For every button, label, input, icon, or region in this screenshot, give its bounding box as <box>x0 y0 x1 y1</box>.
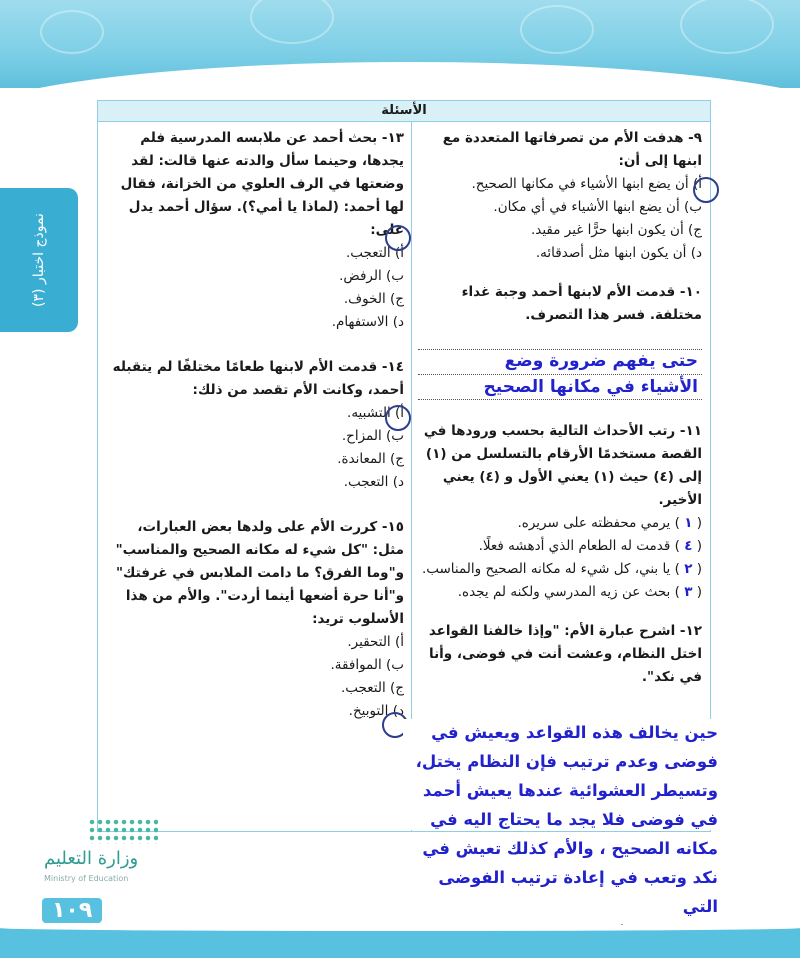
q11-item-number: ٤ <box>684 538 693 554</box>
q11-item[interactable]: ( ٢ ) يا بني، كل شيء له مكانه الصحيح والمناسب. <box>421 561 702 577</box>
q9-option-a[interactable]: أ) أن يضع ابنها الأشياء في مكانها الصحيح. <box>471 176 702 192</box>
handwritten-answer-q12 <box>408 718 718 950</box>
answer-circle-q9 <box>693 177 719 203</box>
question-14: ١٤- قدمت الأم لابنها طعامًا مختلفًا لم يتقبله أحمد، وكانت الأم تقصد من ذلك: <box>112 359 404 398</box>
q15-option-c[interactable]: ج) التعجب. <box>341 680 404 696</box>
handwritten-line: مكانه الصحيح ، والأم كذلك تعيش في <box>422 839 718 858</box>
question-13: ١٣- بحث أحمد عن ملابسه المدرسية فلم يجدها، وحينما سأل والدته عنها قالت: لقد وضعتها في الرف العلوي من الخزانة، فقال لها أحمد: (لماذا يا أمي؟). سؤال أحمد يدل على: <box>120 130 404 238</box>
answer-line[interactable] <box>418 329 702 350</box>
decor-swirl <box>680 0 774 54</box>
q11-item[interactable]: ( ١ ) يرمي محفظته على سريره. <box>517 515 702 531</box>
top-banner <box>0 0 800 88</box>
left-column <box>106 127 404 723</box>
ministry-name-ar: وزارة التعليم <box>44 848 139 869</box>
question-10: ١٠- قدمت الأم لابنها أحمد وجبة غداء مختلفة. فسر هذا التصرف. <box>461 284 702 323</box>
q11-item-number: ٢ <box>684 561 693 577</box>
q9-option-b[interactable]: ب) أن يضع ابنها الأشياء في أي مكان. <box>493 199 702 215</box>
q14-option-c[interactable]: ج) المعاندة. <box>337 451 404 467</box>
bottom-bar <box>0 925 800 958</box>
q11-item-number: ١ <box>684 515 693 531</box>
q13-option-a[interactable]: أ) التعجب. <box>345 245 404 261</box>
q11-item-text: يرمي محفظته على سريره. <box>517 515 671 531</box>
decor-swirl <box>250 0 334 44</box>
decor-swirl <box>520 5 594 54</box>
handwritten-line: وتسيطر العشوائية عندها يعيش أحمد <box>422 781 718 800</box>
handwritten-line: الأشياء في مكانها الصحيح <box>483 377 698 397</box>
banner-wave <box>0 62 800 88</box>
handwritten-line: فوضى وعدم ترتيب فإن النظام يختل، <box>415 752 718 771</box>
ministry-name-en: Ministry of Education <box>44 874 129 883</box>
q11-item-text: يا بني، كل شيء له مكانه الصحيح والمناسب. <box>421 561 671 577</box>
q11-item[interactable]: ( ٣ ) بحث عن زيه المدرسي ولكنه لم يجده. <box>457 584 702 600</box>
q11-item-number: ٣ <box>684 584 693 600</box>
q14-option-b[interactable]: ب) المزاح. <box>341 428 404 444</box>
decor-swirl <box>40 10 104 54</box>
q13-option-d[interactable]: د) الاستفهام. <box>331 314 404 330</box>
answer-circle-q14 <box>385 405 411 431</box>
q14-option-a[interactable]: أ) التشبيه. <box>347 405 404 421</box>
q11-item-text: قدمت له الطعام الذي أدهشه فعلًا. <box>478 538 671 554</box>
q15-option-d[interactable]: د) التوبيخ. <box>348 703 404 719</box>
q13-option-b[interactable]: ب) الرفض. <box>339 268 404 284</box>
question-15: ١٥- كررت الأم على ولدها بعض العبارات، مثل: "كل شيء له مكانه الصحيح والمناسب" و"وما الفرق؟ ما دامت الملابس في غرفتك" و"أنا حرة أضعها أينما أردت". والأم من هذا الأسلوب تريد: <box>115 519 404 627</box>
side-tab-label: نموذج اختبار (٣) <box>31 213 47 307</box>
q15-option-b[interactable]: ب) الموافقة. <box>330 657 404 673</box>
q14-option-d[interactable]: د) التعجب. <box>343 474 404 490</box>
question-12: ١٢- اشرح عبارة الأم: "وإذا خالفنا القواعد اختل النظام، وعشت أنت في فوضى، وأنا في نكد". <box>428 623 702 685</box>
logo-dot-pattern <box>88 818 158 844</box>
q15-option-a[interactable]: أ) التحقير. <box>347 634 404 650</box>
handwritten-answer-q10 <box>430 348 698 400</box>
q9-option-c[interactable]: ج) أن يكون ابنها حرًّا غير مقيد. <box>530 222 702 238</box>
handwritten-line: نكد وتعب في إعادة ترتيب الفوضى التي <box>438 868 718 916</box>
answer-circle-q13 <box>385 225 411 251</box>
handwritten-line: في فوضى فلا يجد ما يحتاج اليه في <box>430 810 718 829</box>
handwritten-line: حين يخالف هذه القواعد ويعيش في <box>431 723 718 742</box>
page-number: ١٠٩ <box>42 898 102 923</box>
q11-item[interactable]: ( ٤ ) قدمت له الطعام الذي أدهشه فعلًا. <box>478 538 702 554</box>
chapter-side-tab <box>0 188 78 332</box>
q13-option-c[interactable]: ج) الخوف. <box>343 291 404 307</box>
q9-option-d[interactable]: د) أن يكون ابنها مثل أصدقائه. <box>535 245 702 261</box>
q11-item-text: بحث عن زيه المدرسي ولكنه لم يجده. <box>457 584 671 600</box>
right-column <box>418 127 702 689</box>
question-11: ١١- رتب الأحداث التالية بحسب ورودها في القصة مستخدمًا الأرقام بالتسلسل من (١) إلى (٤) حيث (١) يعني الأول و (٤) يعني الأخير. <box>423 423 702 508</box>
question-9: ٩- هدفت الأم من تصرفاتها المتعددة مع ابنها إلى أن: <box>442 130 702 169</box>
section-header: الأسئلة <box>98 101 710 122</box>
handwritten-line: حتى يفهم ضرورة وضع <box>504 351 698 371</box>
